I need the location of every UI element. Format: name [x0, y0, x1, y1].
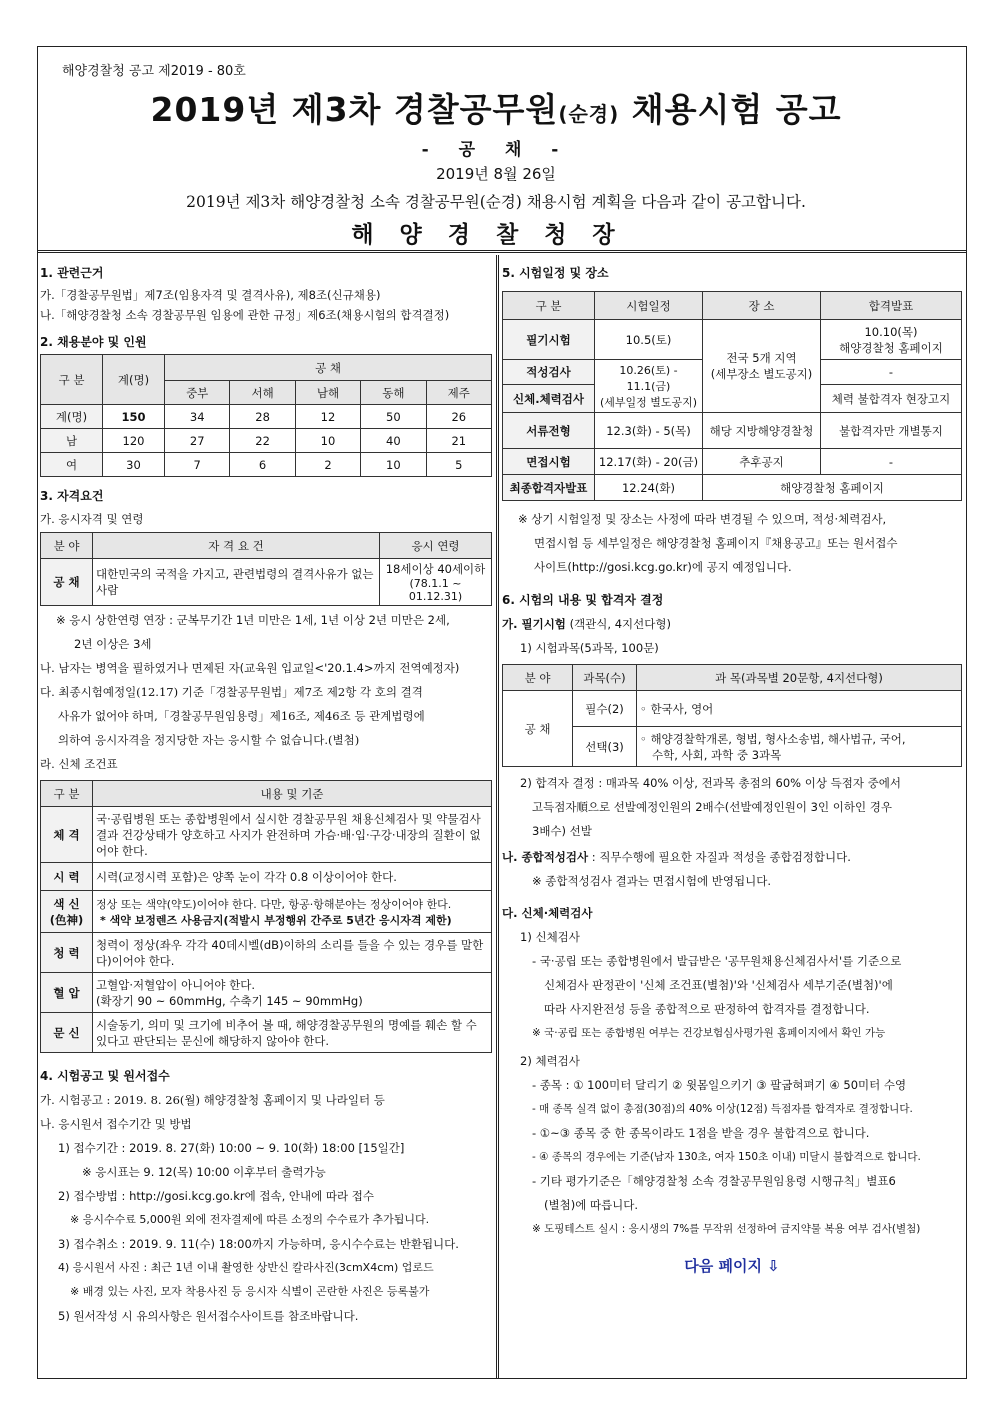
date-line: 10.26(토) - 11.1(금) [619, 364, 678, 393]
cell: 22 [230, 429, 295, 453]
s3-sub-c: 사유가 없어야 하며,「경찰공무원임용령」제16조, 제46조 등 관계법령에 [58, 709, 425, 723]
s6-c2-line: - ④ 종목의 경우에는 기준(남자 130초, 여자 150초 이내) 미달시 불합격으로 합니다. [532, 1151, 921, 1163]
cell: 신체.체력검사 [503, 385, 595, 413]
s6-c2-line: - ①~③ 종목 중 한 종목이라도 1점을 받을 경우 불합격으로 합니다. [532, 1126, 870, 1140]
table-row [41, 405, 492, 429]
s4-line: 4) 응시원서 사진 : 최근 1년 이내 촬영한 상반신 칼라사진(3cmX4cm) 업로드 [58, 1261, 434, 1274]
cell: 최종합격자발표 [503, 475, 595, 501]
s6-c2-line: - 매 종목 실격 없이 총점(30점)의 40% 이상(12점) 득점자를 합격자로 결정합니다. [532, 1103, 913, 1115]
s4-line: 가. 시험공고 : 2019. 8. 26(월) 해양경찰청 홈페이지 및 나라일터 등 [40, 1093, 385, 1107]
s4-note: ※ 응시수수료 5,000원 외에 전자결제에 따른 소정의 수수료가 추가됩니다. [70, 1213, 430, 1226]
sub-desc: : 직무수행에 필요한 자질과 적성을 종합검정합니다. [588, 850, 851, 864]
cell [637, 727, 962, 767]
notice-number: 해양경찰청 공고 제2019 - 80호 [62, 64, 246, 79]
th-count: 과목(수) [573, 665, 637, 691]
section-4-heading: 4. 시험공고 및 원서접수 [40, 1069, 170, 1083]
note-line: ※ 응시 상한연령 연장 : 군복무기간 1년 미만은 1세, 1년 이상 2년 미만은 2세, [56, 613, 450, 627]
s6-c1-line: 신체검사 판정관이 '신체 조건표(별첨)'와 '신체검사 세부기준(별첨)'에 [544, 978, 893, 992]
cell: 10.5(토) [595, 320, 703, 360]
cell: 시술동기, 의미 및 크기에 비추어 볼 때, 해양경찰공무원의 명예를 훼손 할 수 있다고 판단되는 문신에 해당하지 않아야 한다. [93, 1013, 492, 1053]
place-line: (세부장소 별도공지) [710, 367, 813, 381]
th-place: 장 소 [703, 292, 821, 320]
cell: 불합격자만 개별통지 [821, 413, 962, 449]
cell: 28 [230, 405, 295, 429]
table-row [41, 453, 492, 477]
cell: 선택(3) [573, 727, 637, 767]
physical-table [40, 780, 492, 1053]
section-5-heading: 5. 시험일정 및 장소 [502, 266, 609, 280]
cell: 21 [426, 429, 491, 453]
cell: 공 채 [503, 691, 573, 767]
cell: 12.3(화) - 5(목) [595, 413, 703, 449]
cell: 26 [426, 405, 491, 429]
cell [595, 360, 703, 413]
content-line: 고혈압·저혈압이 아니어야 한다. [96, 977, 256, 992]
s6-a1: 1) 시험과목(5과목, 100문) [520, 641, 659, 655]
cell: 계(명) [41, 405, 103, 429]
s4-note: ※ 응시표는 9. 12(목) 10:00 이후부터 출력가능 [82, 1165, 326, 1179]
next-page-label: 다음 페이지 ⇩ [684, 1257, 780, 1275]
cell: 추후공지 [703, 449, 821, 475]
cell: 27 [165, 429, 230, 453]
cell: 적성검사 [503, 360, 595, 385]
th-age: 응시 연령 [380, 533, 492, 559]
s4-line: 1) 접수기간 : 2019. 8. 27(화) 10:00 ~ 9. 10(화) 18:00 [15일간] [58, 1141, 405, 1155]
th-req: 자 격 요 건 [93, 533, 380, 559]
s6-sub-b [502, 845, 962, 869]
s6-c2-line: (별첨)에 따릅니다. [544, 1198, 639, 1212]
sub-title: 나. 종합적성검사 [502, 850, 589, 864]
cell: 5 [426, 453, 491, 477]
cell: 체력 불합격자 현장고지 [821, 385, 962, 413]
content-line: 정상 또는 색약(약도)이어야 한다. 다만, 항공·항해분야는 정상이어야 한다. [96, 897, 452, 911]
cell: 해당 지방해양경찰청 [703, 413, 821, 449]
cell: 7 [165, 453, 230, 477]
cell: 혈 압 [41, 973, 93, 1013]
content-line: * 색약 보정렌즈 사용금지(적발시 부정행위 간주로 5년간 응시자격 제한) [100, 913, 452, 927]
th-date: 시험일정 [595, 292, 703, 320]
right-column [502, 258, 962, 1276]
place-line: 전국 5개 지역 [726, 351, 797, 365]
s6-b-note: ※ 종합적성검사 결과는 면접시험에 반영됩니다. [532, 874, 771, 888]
s6-a2: 3배수) 선발 [532, 824, 592, 838]
schedule-table [502, 291, 962, 501]
age-dates: (78.1.1 ~ 01.12.31) [408, 577, 463, 603]
s4-note: ※ 배경 있는 사진, 모자 착용사진 등 응시자 식별이 곤란한 사진은 등록불가 [70, 1285, 430, 1298]
cell: 34 [165, 405, 230, 429]
s6-c2-line: - 기타 평가기준은「해양경찰청 소속 경찰공무원임용령 시행규칙」별표6 [532, 1174, 896, 1188]
item-label: (色神) [49, 912, 84, 927]
section-2-heading: 2. 채용분야 및 인원 [40, 335, 147, 349]
note-line: 면접시험 등 세부일정은 해양경찰청 홈페이지『채용공고』또는 원서접수 [534, 536, 898, 550]
s6-c1-line: 따라 사지완전성 등을 종합적으로 판정하여 합격자를 결정합니다. [544, 1002, 870, 1016]
cell: 12 [295, 405, 360, 429]
intro-text: 2019년 제3차 해양경찰청 소속 경찰공무원(순경) 채용시험 계획을 다음과 같이 공고합니다. [186, 193, 806, 211]
cell: 150 [103, 405, 165, 429]
eligibility-table [40, 532, 492, 606]
th-group: 구 분 [41, 355, 103, 405]
s6-sub-a [502, 612, 962, 636]
table-row [41, 429, 492, 453]
s4-line: 3) 접수취소 : 2019. 9. 11(수) 18:00까지 가능하며, 응시수수료는 반환됩니다. [58, 1237, 459, 1251]
cell-age [380, 559, 492, 606]
s3-sub-c: 다. 최종시험예정일(12.17) 기준「경찰공무원법」제7조 제2항 각 호의 결격 [40, 685, 423, 699]
cell: 해양경찰청 홈페이지 [703, 475, 962, 501]
cell: 120 [103, 429, 165, 453]
th-result: 합격발표 [821, 292, 962, 320]
s6-c2: 2) 체력검사 [520, 1054, 580, 1068]
note-line: 사이트(http://gosi.kcg.go.kr)에 공지 예정입니다. [534, 560, 792, 574]
cell: 40 [361, 429, 426, 453]
cell: 청력이 정상(좌우 각각 40데시벨(dB)이하의 소리를 들을 수 있는 경우를 말한다)이어야 한다. [93, 933, 492, 973]
result-line: 해양경찰청 홈페이지 [839, 340, 943, 355]
left-column [40, 258, 492, 1328]
s4-line: 2) 접수방법 : http://gosi.kcg.go.kr에 접속, 안내에 따라 접수 [58, 1189, 374, 1203]
cell: 12.24(화) [595, 475, 703, 501]
cell: 시 력 [41, 863, 93, 891]
cell: 문 신 [41, 1013, 93, 1053]
result-line: 10.10(목) [864, 324, 918, 339]
th-region: 중부 [165, 381, 230, 405]
cell [821, 320, 962, 360]
schedule-note [502, 507, 962, 579]
th-subjects: 과 목(과목별 20문항, 4지선다형) [637, 665, 962, 691]
cell: 50 [361, 405, 426, 429]
s4-line: 나. 응시원서 접수기간 및 방법 [40, 1117, 192, 1131]
age-note [40, 608, 492, 656]
s6-a2: 2) 합격자 결정 : 매과목 40% 이상, 전과목 총점의 60% 이상 득점자 중에서 [520, 776, 901, 790]
cell: - [821, 449, 962, 475]
s6-a2: 고득점자順으로 선발예정인원의 2배수(선발예정인원이 3인 이하인 경우 [532, 800, 892, 814]
subject-table [502, 664, 962, 767]
cell: 체 격 [41, 807, 93, 863]
s6-sub-c: 다. 신체·체력검사 [502, 906, 593, 920]
s3-sub-a: 가. 응시자격 및 연령 [40, 512, 144, 526]
cell: 국·공립병원 또는 종합병원에서 실시한 경찰공무원 채용신체검사 및 약물검사 결과 건강상태가 양호하고 사지가 완전하며 가슴·배·입·구강·내장의 질환이 없어야 한다. [93, 807, 492, 863]
th-region: 서해 [230, 381, 295, 405]
subject-line: 수학, 사회, 과학 중 3과목 [652, 747, 782, 762]
notice-date: 2019년 8월 26일 [436, 165, 556, 183]
cell: 10 [295, 429, 360, 453]
s4-line: 5) 원서작성 시 유의사항은 원서접수사이트를 참조바랍니다. [58, 1309, 359, 1323]
th-item: 구 분 [41, 781, 93, 807]
cell: ◦ 한국사, 영어 [637, 691, 962, 727]
cell: - [821, 360, 962, 385]
cell: 6 [230, 453, 295, 477]
s6-c1-note: ※ 국·공립 또는 종합병원 여부는 건강보험심사평가원 홈페이지에서 확인 가능 [532, 1027, 886, 1039]
item-label: 색 신 [53, 896, 80, 911]
th-region: 남해 [295, 381, 360, 405]
s1-line: 가.「경찰공무원법」제7조(임용자격 및 결격사유), 제8조(신규채용) [40, 288, 381, 302]
cell: 남 [41, 429, 103, 453]
th-field: 분 야 [503, 665, 573, 691]
cell [93, 891, 492, 933]
th-region: 제주 [426, 381, 491, 405]
cell: 10 [361, 453, 426, 477]
sub-title: 가. 필기시험 [502, 617, 566, 631]
cell: 청 력 [41, 933, 93, 973]
cell: 여 [41, 453, 103, 477]
th-field: 분 야 [41, 533, 93, 559]
cell [93, 973, 492, 1013]
subject-line: ◦ 해양경찰학개론, 형법, 형사소송법, 해사법규, 국어, [640, 731, 906, 746]
cell: 필기시험 [503, 320, 595, 360]
header-divider [37, 250, 967, 253]
age-range: 18세이상 40세이하 [385, 562, 486, 576]
cell: 면접시험 [503, 449, 595, 475]
s3-sub-c: 의하여 응시자격을 정지당한 자는 응시할 수 없습니다.(별첨) [58, 733, 360, 747]
cell: 2 [295, 453, 360, 477]
cell: 30 [103, 453, 165, 477]
th-total: 계(명) [103, 355, 165, 405]
column-divider [496, 255, 499, 1379]
recruit-table [40, 354, 492, 477]
th-type: 구 분 [503, 292, 595, 320]
page-title: 2019년 제3차 경찰공무원(순경) 채용시험 공고 [150, 90, 842, 129]
cell: 서류전형 [503, 413, 595, 449]
cell: 12.17(화) - 20(금) [595, 449, 703, 475]
date-line: (세부일정 별도공지) [599, 396, 698, 409]
subtitle: - 공 채 - [421, 140, 571, 160]
th-region: 동해 [361, 381, 426, 405]
section-1-heading: 1. 관련근거 [40, 266, 104, 280]
section-3-heading: 3. 자격요건 [40, 489, 104, 503]
s1-line: 나.「해양경찰청 소속 경찰공무원 임용에 관한 규정」제6조(채용시험의 합격결정) [40, 308, 450, 322]
s6-c1: 1) 신체검사 [520, 930, 580, 944]
sub-desc: (객관식, 4지선다형) [565, 617, 671, 631]
th-content: 내용 및 기준 [93, 781, 492, 807]
cell: 공 채 [41, 559, 93, 606]
note-line: 2년 이상은 3세 [74, 637, 152, 651]
note-line: ※ 상기 시험일정 및 장소는 사정에 따라 변경될 수 있으며, 적성·체력검사, [518, 512, 887, 526]
cell [41, 891, 93, 933]
issuer-name: 해양경찰청장 [351, 221, 641, 248]
cell: 시력(교정시력 포함)은 양쪽 눈이 각각 0.8 이상이어야 한다. [93, 863, 492, 891]
s3-sub-b: 나. 남자는 병역을 필하였거나 면제된 자(교육원 입교일<'20.1.4>까지 전역예정자) [40, 661, 460, 675]
cell: 필수(2) [573, 691, 637, 727]
content-line: (확장기 90 ~ 60mmHg, 수축기 145 ~ 90mmHg) [96, 993, 363, 1008]
section-6-heading: 6. 시험의 내용 및 합격자 결정 [502, 593, 664, 607]
s3-sub-d: 라. 신체 조건표 [40, 757, 118, 771]
cell-place [703, 320, 821, 413]
s6-c1-line: - 국·공립 또는 종합병원에서 발급받은 '공무원채용신체검사서'를 기준으로 [532, 954, 902, 968]
s6-c2-line: - 종목 : ① 100미터 달리기 ② 윗몸일으키기 ③ 팔굽혀펴기 ④ 50미터 수영 [532, 1078, 907, 1092]
doping-note: ※ 도핑테스트 실시 : 응시생의 7%를 무작위 선정하여 금지약물 복용 여부 검사(별첨) [532, 1223, 921, 1235]
th-span: 공 채 [165, 355, 492, 381]
cell: 대한민국의 국적을 가지고, 관련법령의 결격사유가 없는 사람 [93, 559, 380, 606]
